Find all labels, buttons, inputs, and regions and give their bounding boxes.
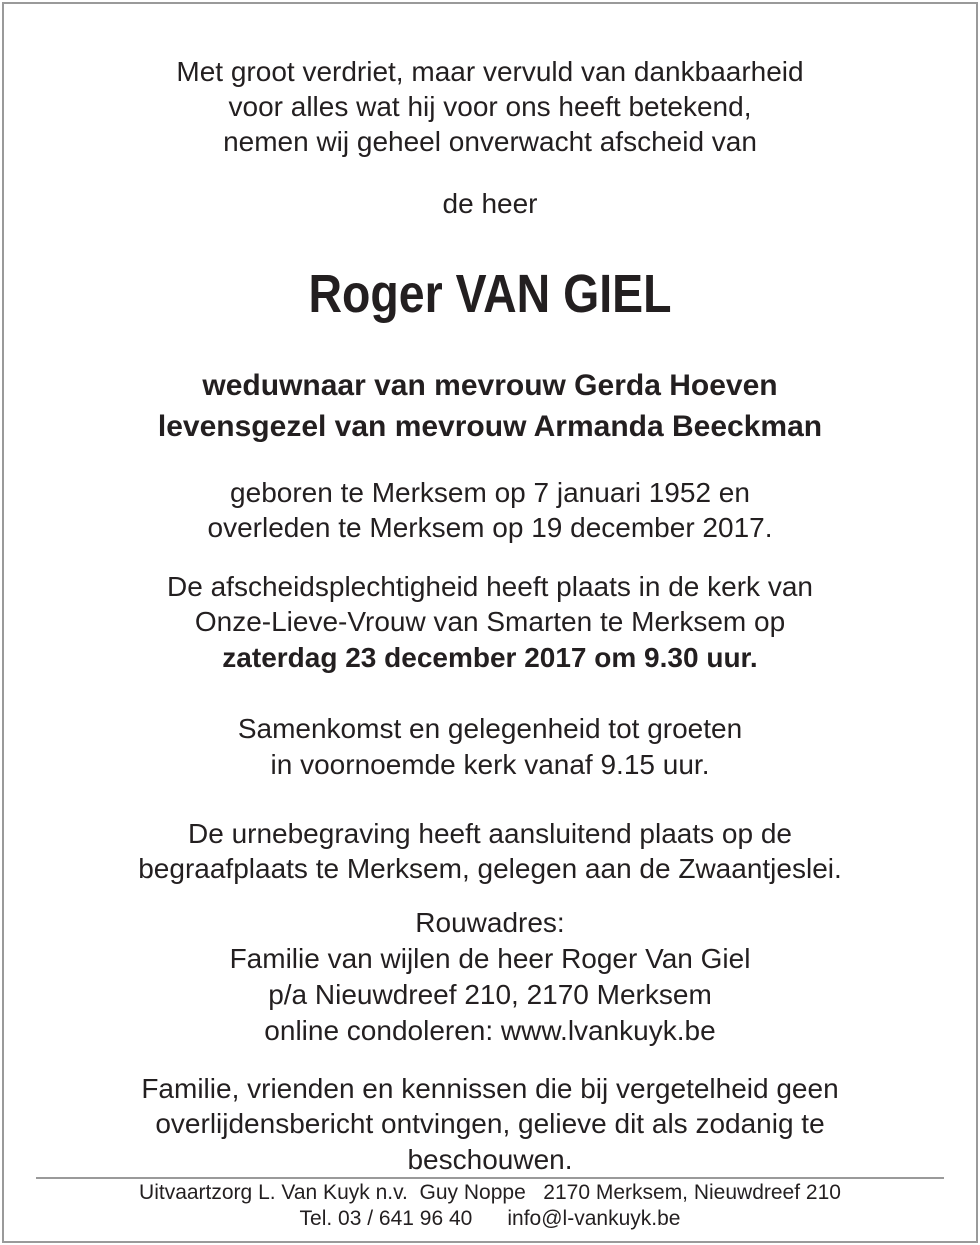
footer-line-2 bbox=[0, 1206, 980, 1232]
ceremony-line-1: De afscheidsplechtigheid heeft plaats in de kerk van bbox=[167, 571, 813, 602]
deceased-name: Roger VAN GIEL bbox=[308, 264, 672, 324]
relation-line-1: weduwnaar van mevrouw Gerda Hoeven bbox=[202, 369, 778, 402]
footer-email: info@l-vankuyk.be bbox=[507, 1207, 681, 1230]
footer-address: 2170 Merksem, Nieuwdreef 210 bbox=[543, 1181, 841, 1204]
intro-line-1: Met groot verdriet, maar vervuld van dankbaarheid bbox=[176, 56, 804, 87]
life-line-death: overleden te Merksem op 19 december 2017. bbox=[207, 512, 773, 543]
footer-contact-person: Guy Noppe bbox=[419, 1181, 526, 1204]
relation-line-2: levensgezel van mevrouw Armanda Beeckman bbox=[157, 410, 823, 443]
ceremony-line-2: Onze-Lieve-Vrouw van Smarten te Merksem op bbox=[194, 606, 786, 637]
closing-line-1: Familie, vrienden en kennissen die bij vergetelheid geen bbox=[141, 1073, 839, 1104]
intro-line-3: nemen wij geheel onverwacht afscheid van bbox=[223, 126, 757, 157]
footer-divider bbox=[36, 1177, 944, 1179]
footer-company: Uitvaartzorg L. Van Kuyk n.v. bbox=[139, 1181, 408, 1204]
burial-line-2: begraafplaats te Merksem, gelegen aan de Zwaantjeslei. bbox=[138, 853, 842, 884]
gathering-line-2: in voornoemde kerk vanaf 9.15 uur. bbox=[270, 749, 710, 780]
address-line-2: p/a Nieuwdreef 210, 2170 Merksem bbox=[268, 979, 712, 1010]
closing-line-2: overlijdensbericht ontvingen, gelieve dit als zodanig te bbox=[155, 1108, 825, 1139]
footer-phone: Tel. 03 / 641 96 40 bbox=[299, 1207, 473, 1230]
title-prefix: de heer bbox=[442, 188, 538, 219]
address-line-1: Familie van wijlen de heer Roger Van Giel bbox=[229, 943, 751, 974]
life-line-birth: geboren te Merksem op 7 januari 1952 en bbox=[230, 477, 750, 508]
address-label: Rouwadres: bbox=[415, 907, 565, 938]
burial-line-1: De urnebegraving heeft aansluitend plaats op de bbox=[188, 818, 792, 849]
address-line-3: online condoleren: www.lvankuyk.be bbox=[264, 1015, 716, 1046]
footer-line-1 bbox=[0, 1180, 980, 1206]
closing-line-3: beschouwen. bbox=[407, 1144, 573, 1175]
gathering-line-1: Samenkomst en gelegenheid tot groeten bbox=[237, 713, 743, 744]
ceremony-datetime: zaterdag 23 december 2017 om 9.30 uur. bbox=[222, 642, 758, 673]
intro-line-2: voor alles wat hij voor ons heeft betekend, bbox=[228, 91, 752, 122]
